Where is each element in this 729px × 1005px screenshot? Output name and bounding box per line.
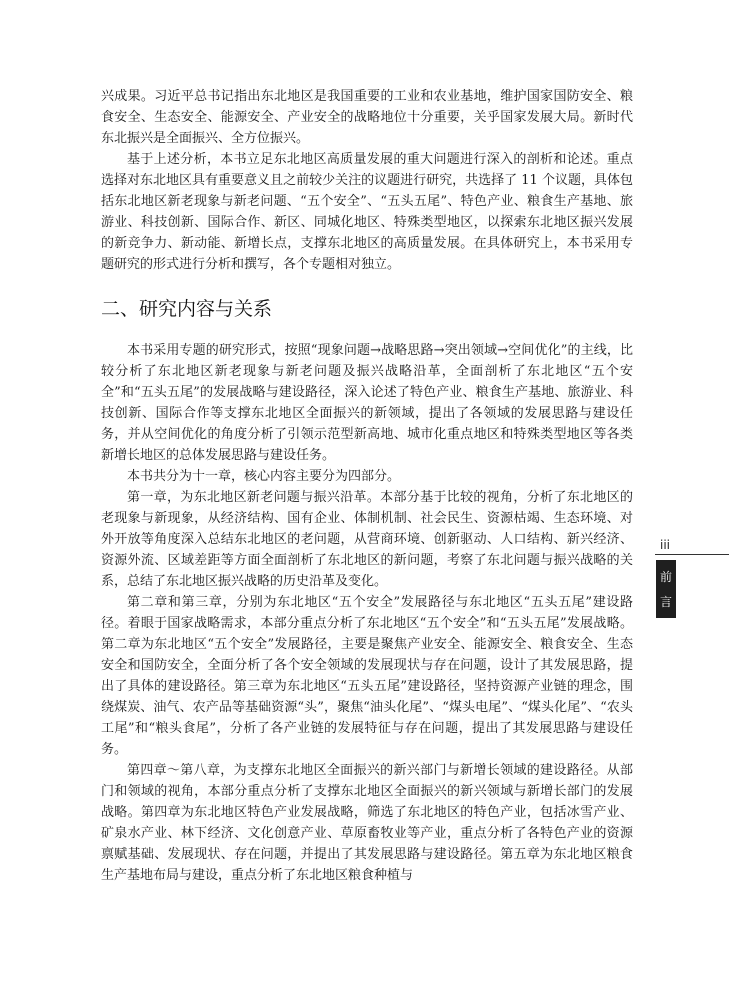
section-tab-char: 言: [659, 594, 672, 609]
body-paragraph: 第二章和第三章，分别为东北地区“五个安全”发展路径与东北地区“五头五尾”建设路径。着眼于国家战略需求，本部分重点分析了东北地区“五个安全”和“五头五尾”发展战略。第二章为东北地区“五个安全”发展路径，主要是聚焦产业安全、能源安全、粮食安全、生态安全和国防安全，全面分析了各个安全领域的发展现状与存在问题，设计了其发展思路，提出了具体的建设路径。第三章为东北地区“五头五尾”建设路径，坚持资源产业链的理念，围绕煤炭、油气、农产品等基础资源“头”，聚焦“油头化尾”、“煤头电尾”、“煤头化尾”、“农头工尾”和“粮头食尾”，分析了各产业链的发展特征与存在问题，提出了其发展思路与建设任务。: [101, 595, 633, 757]
page-body: [101, 86, 633, 886]
section-tab: [656, 560, 676, 618]
body-paragraph: 兴成果。习近平总书记指出东北地区是我国重要的工业和农业基地，维护国家国防安全、粮食安全、生态安全、能源安全、产业安全的战略地位十分重要，关乎国家发展大局。新时代东北振兴是全面振兴、全方位振兴。: [101, 89, 633, 146]
body-paragraph: 本书共分为十一章，核心内容主要分为四部分。: [127, 469, 401, 484]
sidebar-divider: [655, 554, 729, 555]
body-paragraph: 基于上述分析，本书立足东北地区高质量发展的重大问题进行深入的剖析和论述。重点选择对东北地区具有重要意义且之前较少关注的议题进行研究，共选择了 11 个议题，具体包括东北地区新老现象与新老问题、“五个安全”、“五头五尾”、特色产业、粮食生产基地、旅游业、科技创新、国际合作、新区、同城化地区、特殊类型地区，以探索东北地区振兴发展的新竞争力、新动能、新增长点，支撑东北地区的高质量发展。在具体研究上，本书采用专题研究的形式进行分析和撰写，各个专题相对独立。: [101, 152, 633, 272]
section-tab-char: 前: [659, 569, 672, 584]
body-paragraph: 本书采用专题的研究形式，按照“现象问题→战略思路→突出领域→空间优化”的主线，比较分析了东北地区新老现象与新老问题及振兴战略沿革，全面剖析了东北地区“五个安全”和“五头五尾”的发展战略与建设路径，深入论述了特色产业、粮食生产基地、旅游业、科技创新、国际合作等支撑东北地区全面振兴的新领域，提出了各领域的发展思路与建设任务，并从空间优化的角度分析了引领示范型新高地、城市化重点地区和特殊类型地区等各类新增长地区的总体发展思路与建设任务。: [101, 343, 633, 463]
body-paragraph: 第四章～第八章，为支撑东北地区全面振兴的新兴部门与新增长领域的建设路径。从部门和领域的视角，本部分重点分析了支撑东北地区全面振兴的新兴领域与新增长部门的发展战略。第四章为东北地区特色产业发展战略，筛选了东北地区的特色产业，包括冰雪产业、矿泉水产业、林下经济、文化创意产业、草原畜牧业等产业，重点分析了各特色产业的资源禀赋基础、发展现状、存在问题，并提出了其发展思路与建设路径。第五章为东北地区粮食生产基地布局与建设，重点分析了东北地区粮食种植与: [101, 763, 633, 883]
section-heading: 二、研究内容与关系: [101, 298, 273, 320]
body-paragraph: 第一章，为东北地区新老问题与振兴沿革。本部分基于比较的视角，分析了东北地区的老现象与新现象，从经济结构、国有企业、体制机制、社会民生、资源枯竭、生态环境、对外开放等角度深入总结东北地区的老问题，从营商环境、创新驱动、人口结构、新兴经济、资源外流、区域差距等方面全面剖析了东北地区的新问题，考察了东北问题与振兴战略的关系，总结了东北地区振兴战略的历史沿革及变化。: [101, 490, 633, 589]
page-number: iii: [660, 538, 671, 552]
